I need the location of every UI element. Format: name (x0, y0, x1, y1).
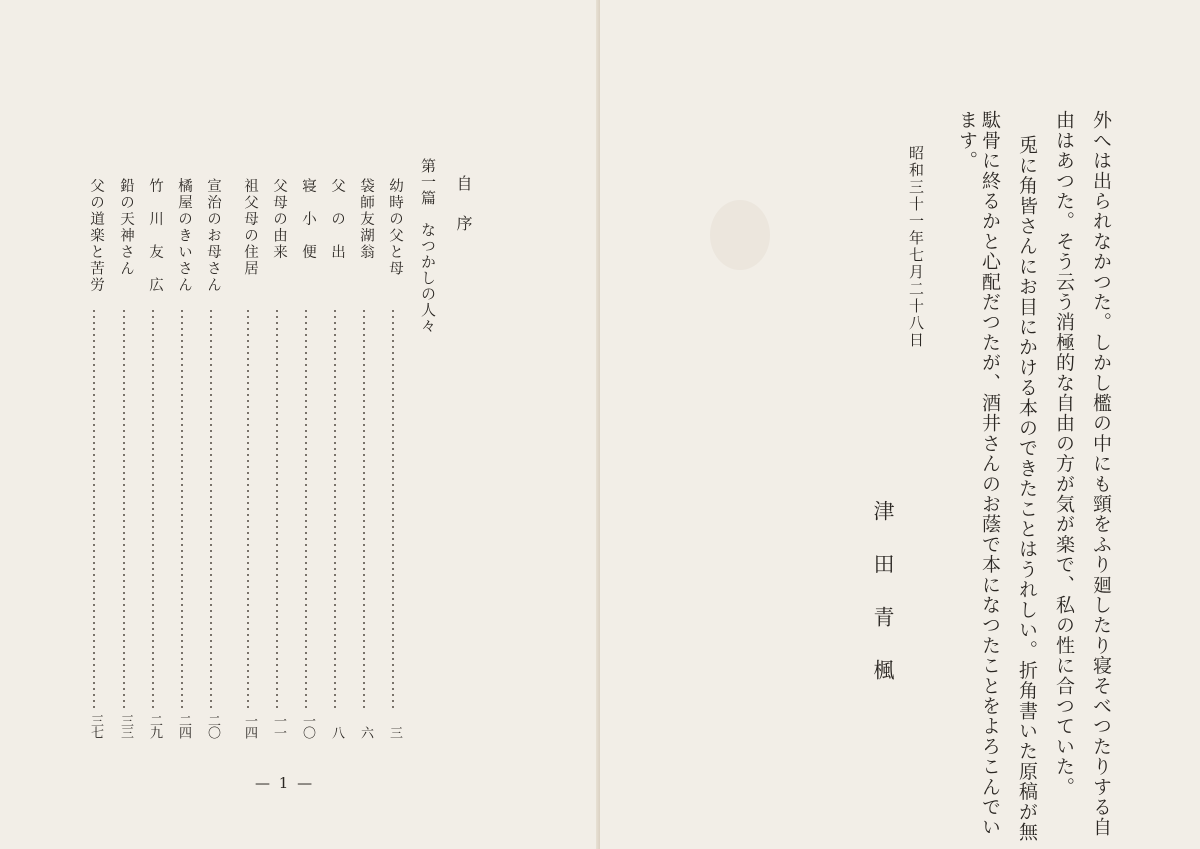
toc-entry[interactable] (201, 178, 223, 738)
toc-entry-label: 父 の 出 (329, 178, 345, 261)
toc-entry-label: 祖父母の住居 (242, 178, 258, 277)
toc-entry[interactable] (383, 178, 405, 738)
toc-part-title: 第一篇 なつかしの人々 (419, 158, 437, 334)
preface-line: 駄骨に終るかと心配だつたが、酒井さんのお蔭で本になつたことをよろこんでい (979, 110, 1001, 838)
toc-leader-dots (392, 308, 394, 712)
toc-leader-dots (363, 308, 365, 712)
right-page-preface (600, 0, 1200, 849)
toc-entry-page: 六 (358, 726, 373, 738)
preface-line: 外へは出られなかつた。しかし檻の中にも頸をふり廻したり寝そべつたりする自 (1090, 110, 1112, 838)
toc-entry-page: 一一 (271, 714, 286, 738)
toc-leader-dots (93, 308, 95, 712)
toc-leader-dots (276, 308, 278, 712)
toc-entry-page: 二九 (147, 714, 162, 738)
preface-line: 由はあつた。そう云う消極的な自由の方が気が楽で、私の性に合つていた。 (1053, 110, 1075, 797)
paper-stain (710, 200, 770, 270)
toc-leader-dots (305, 308, 307, 712)
toc-entry-page: 三三 (118, 714, 133, 738)
toc-entry-page: 八 (329, 726, 344, 738)
toc-entry[interactable] (172, 178, 194, 738)
toc-leader-dots (210, 308, 212, 712)
toc-entry-page: 三 (387, 726, 402, 738)
toc-leader-dots (152, 308, 154, 712)
toc-entry-page: 二四 (176, 714, 191, 738)
toc-heading: 自序 (454, 175, 473, 255)
toc-entry[interactable] (296, 178, 318, 738)
toc-leader-dots (247, 308, 249, 712)
toc-entry-label: 竹 川 友 広 (147, 178, 163, 294)
preface-author: 津田青楓 (871, 500, 895, 712)
toc-entry[interactable] (114, 178, 136, 738)
toc-entry-label: 鉛の天神さん (118, 178, 134, 277)
toc-entry[interactable] (238, 178, 260, 738)
toc-entry-page: 二〇 (205, 714, 220, 738)
preface-line: 兎に角皆さんにお目にかける本のできたことはうれしい。折角書いた原稿が無 (1016, 135, 1038, 842)
toc-leader-dots (334, 308, 336, 712)
toc-entry[interactable] (325, 178, 347, 738)
preface-line: ます。 (956, 110, 978, 171)
toc-entry-label: 寝 小 便 (300, 178, 316, 261)
toc-entry[interactable] (143, 178, 165, 738)
toc-entry-label: 幼時の父と母 (387, 178, 403, 277)
toc-entry-label: 宣治のお母さん (205, 178, 221, 294)
toc-entry-label: 父の道楽と苦労 (88, 178, 104, 294)
toc-entry[interactable] (267, 178, 289, 738)
toc-entry[interactable] (354, 178, 376, 738)
toc-leader-dots (123, 308, 125, 712)
toc-entry-label: 父母の由来 (271, 178, 287, 261)
toc-entry-label: 袋師友湖翁 (358, 178, 374, 261)
preface-date: 昭和三十一年七月二十八日 (907, 145, 925, 349)
toc-entry-page: 一〇 (300, 714, 315, 738)
page-number: — 1 — (255, 774, 315, 792)
toc-entry-page: 三七 (88, 714, 103, 738)
toc-entry-label: 橘屋のきいさん (176, 178, 192, 294)
toc-entry-page: 一四 (242, 714, 257, 738)
toc-leader-dots (181, 308, 183, 712)
toc-entry[interactable] (84, 178, 106, 738)
